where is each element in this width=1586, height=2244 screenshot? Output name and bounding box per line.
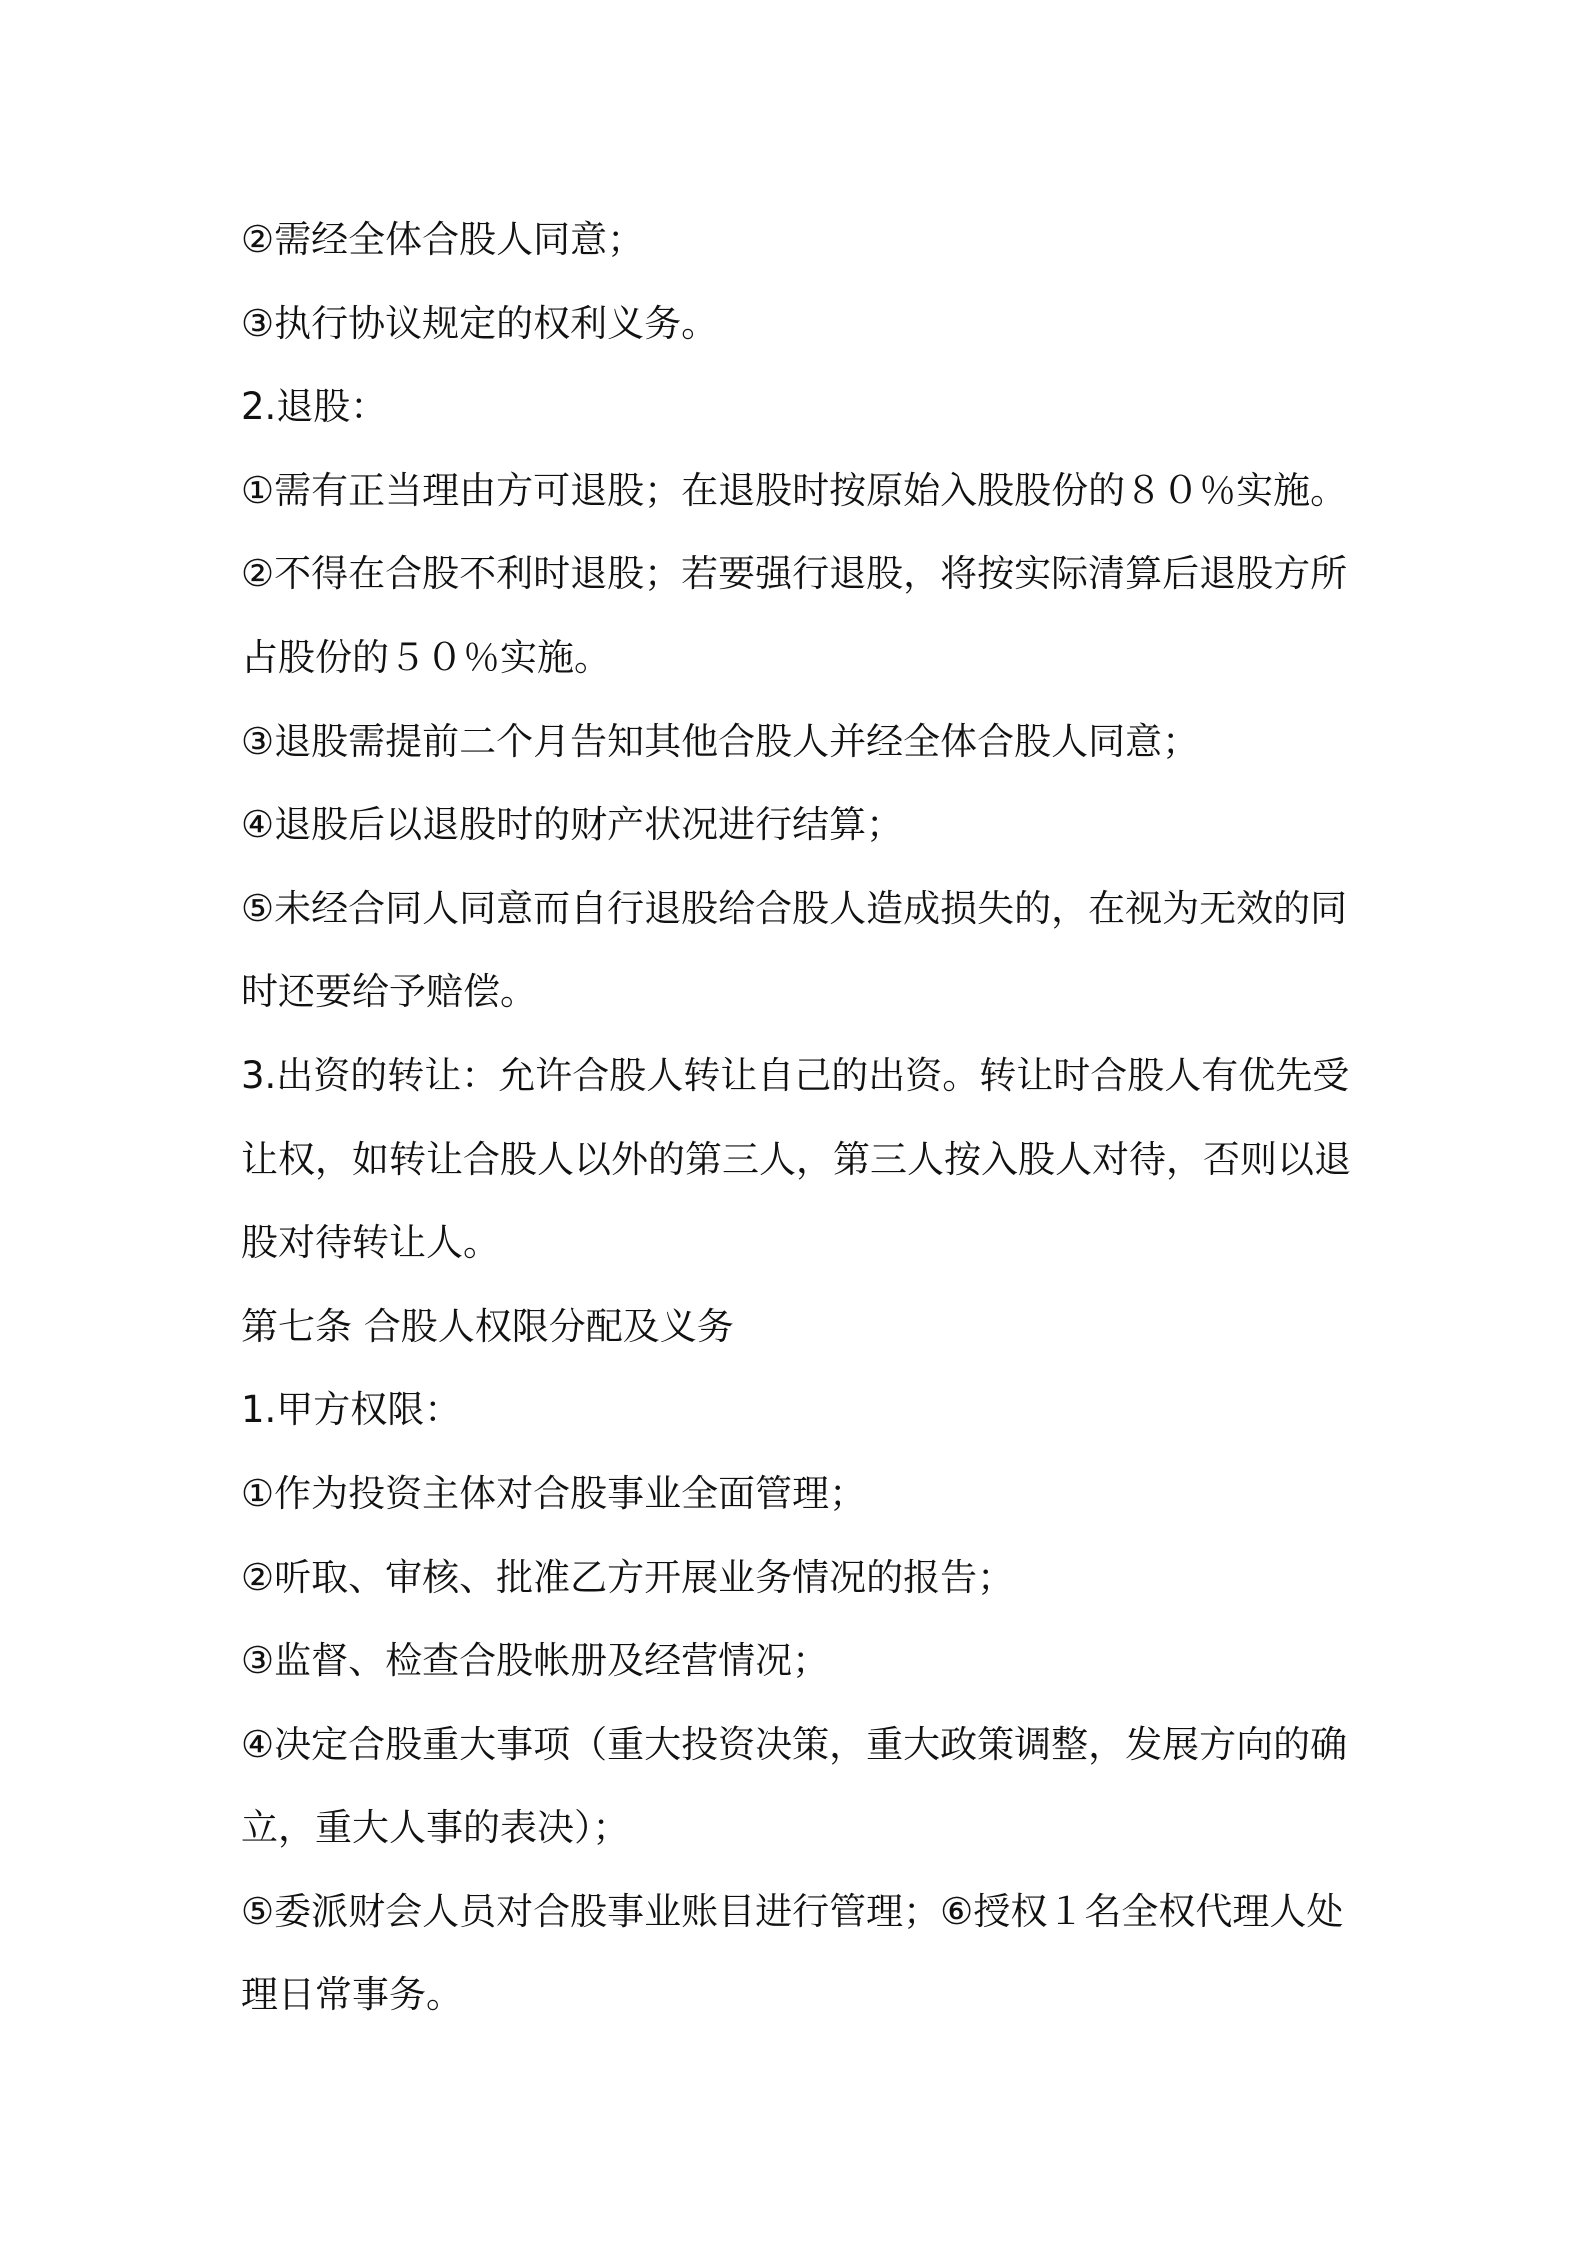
text-line: ③监督、检查合股帐册及经营情况； (241, 1639, 830, 1683)
text-line: 让权，如转让合股人以外的第三人，第三人按入股人对待，否则以退 (241, 1137, 1351, 1181)
text-line: 理日常事务。 (241, 1973, 463, 2017)
text-line: 3.出资的转让：允许合股人转让自己的出资。转让时合股人有优先受 (241, 1053, 1350, 1097)
document-body (241, 198, 1351, 2037)
article-heading: 第七条 合股人权限分配及义务 (241, 1304, 734, 1348)
text-line: 占股份的５０％实施。 (241, 635, 611, 679)
section-heading: 1.甲方权限： (241, 1388, 462, 1432)
text-line: ③执行协议规定的权利义务。 (241, 301, 719, 345)
text-line: ⑤委派财会人员对合股事业账目进行管理；⑥授权１名全权代理人处 (241, 1889, 1344, 1933)
text-line: 立，重大人事的表决）； (241, 1806, 630, 1850)
section-heading: 2.退股： (241, 385, 388, 429)
text-line: ①作为投资主体对合股事业全面管理； (241, 1471, 867, 1515)
text-line: ①需有正当理由方可退股；在退股时按原始入股股份的８０％实施。 (241, 468, 1348, 512)
text-line: ④退股后以退股时的财产状况进行结算； (241, 803, 904, 847)
text-line: ②不得在合股不利时退股；若要强行退股，将按实际清算后退股方所 (241, 552, 1348, 596)
text-line: ③退股需提前二个月告知其他合股人并经全体合股人同意； (241, 719, 1200, 763)
text-line: ②需经全体合股人同意； (241, 218, 645, 261)
text-line: 时还要给予赔偿。 (241, 970, 537, 1014)
text-line: 股对待转让人。 (241, 1221, 500, 1265)
text-line: ⑤未经合同人同意而自行退股给合股人造成损失的，在视为无效的同 (241, 886, 1348, 930)
text-line: ④决定合股重大事项（重大投资决策，重大政策调整，发展方向的确 (241, 1722, 1348, 1766)
text-line: ②听取、审核、批准乙方开展业务情况的报告； (241, 1555, 1015, 1599)
